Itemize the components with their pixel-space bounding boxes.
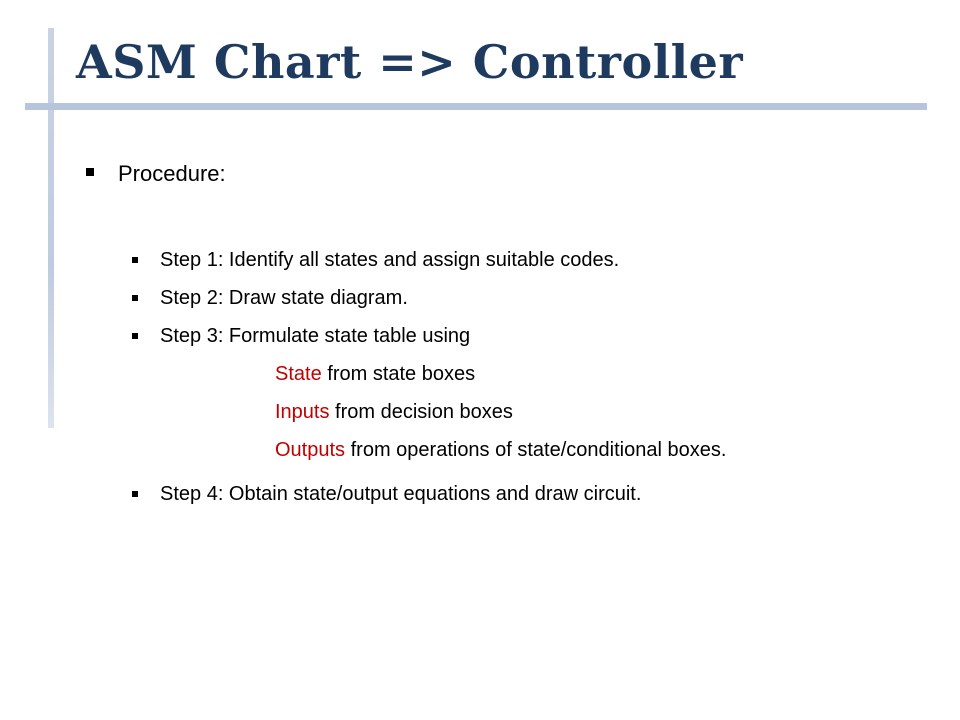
step-item: Step 2: Draw state diagram. [160, 287, 408, 309]
step-item: Step 4: Obtain state/output equations and draw circuit. [160, 483, 642, 505]
sub-item [275, 402, 513, 422]
sub-item [275, 440, 726, 460]
sub-item-keyword: Inputs [275, 401, 330, 423]
slide-title: ASM Chart => Controller [76, 35, 744, 89]
vertical-accent-bar [48, 28, 54, 428]
sub-item [275, 364, 475, 384]
square-bullet-icon [86, 168, 94, 176]
square-bullet-icon [132, 295, 138, 301]
procedure-heading: Procedure: [118, 161, 226, 186]
square-bullet-icon [132, 333, 138, 339]
square-bullet-icon [132, 257, 138, 263]
sub-item-text: from operations of state/conditional boxes. [345, 439, 727, 461]
title-underline-bar [25, 103, 927, 110]
sub-item-keyword: State [275, 363, 322, 385]
step-item: Step 3: Formulate state table using [160, 325, 471, 347]
step-item: Step 1: Identify all states and assign suitable codes. [160, 249, 620, 271]
sub-item-text: from state boxes [321, 363, 476, 385]
sub-item-text: from decision boxes [329, 401, 513, 423]
square-bullet-icon [132, 491, 138, 497]
sub-item-keyword: Outputs [275, 439, 346, 461]
